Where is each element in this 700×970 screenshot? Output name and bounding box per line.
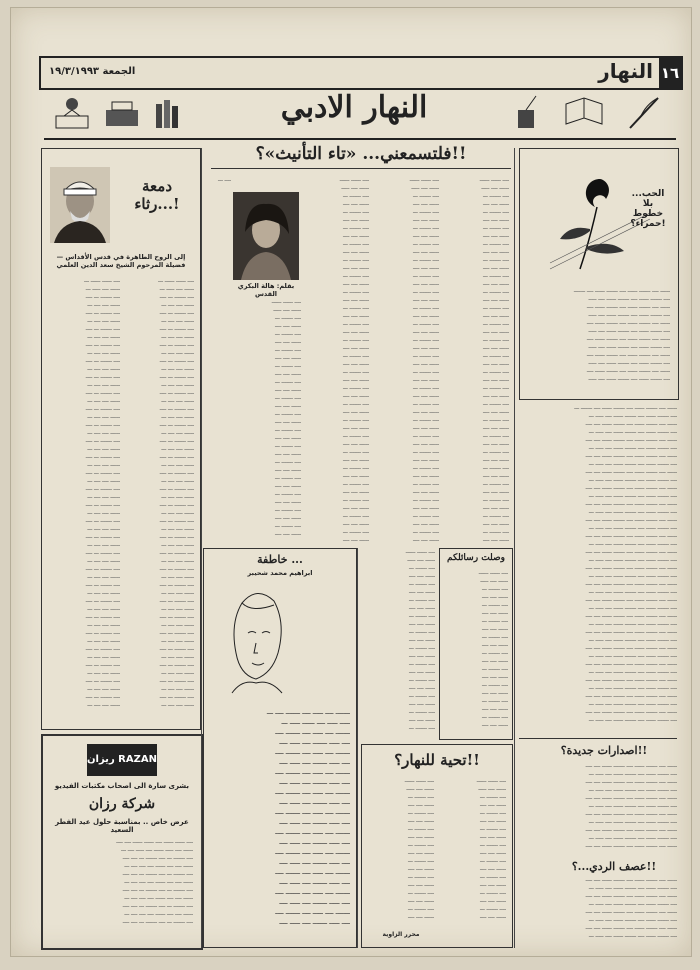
khatifa-box [203, 548, 357, 948]
greeting-title: تحية للنهار؟!! [394, 751, 480, 769]
letters-title: وصلت رسائلكم [446, 553, 505, 563]
woman-sketch [212, 583, 302, 703]
eulogy-subtitle: إلى الروح الطاهرة في قدس الأقداس — فضيلة المرحوم الشيخ سعد الدين العلمي [56, 253, 186, 269]
sheikh-photo [50, 167, 110, 243]
greeting-signature: محرر الزاوية [382, 931, 420, 938]
article-col-4: ــــ ــــــ ــــــ ــــــ ــــ ـــــ ــــ ـــــــ ـــ ــــــ ــــ ــــ ــــ ـــــــ ـــ ــــــ ــــ ــــ ــــ ـــــــ ـــ ــــــ ــــ ــــ ــــ ـــــــ ـــ ــــــ ــــ ــــ ــــ ـــــــ ـــ ــــــ ــــ ــــ ــــ ـــــــ ـــ ــــــ ــــ ــــ ــــ ـــــــ ـــ ــــــ ــــ ــــ ــــ ـــــــ ـــ ــــــ ــــ ــــ ــــ ـــــــ ـــ ــــــ ــــ ــــ ــــ ـــــــ ـــ ــــــ ــــ ــــ ــــ ـــــــ ـــ ــــــ ــــ ــــ ــــ ـــــــ ـــ ــــــ ــــ ــــ ــــ ـــــــ ـــ ــــــ ــــ ــــ ــــ ـــــــ ـــ ــــــ ــــ ــــ [271, 299, 301, 537]
ink-pot-icon [506, 94, 546, 132]
reply-text: ــــــ ــــ ـــــــ ــــــ ــــ ـــــــ ــــــ ــــ ــــ ــــ ـــــــ ــــــ ــــ ـــــــ ــــــ ــــ ـــــ ـــ ــــــ ــــ ـــــــ ــــــ ــــ ـــــــ ــــــ ــــ ــــ ــــ ـــــــ ــــــ ــــ ـــــــ ــــــ ــــ ـــــ ـــ ــــــ ــــ ـــــــ ــــــ ــــ ـــــــ ــــــ ــــ ــــ ــــ ـــــــ ــــــ ــــ ـــــــ ــــــ ــــ ـــــ ـــ ــــــ ــــ ـــــــ ــــــ ــــ ـــــــ ــــــ ــــ ــــ ــــ ـــــــ ــــــ ــــ ـــــــ ــــــ ــــ ـــــ ـــ [585, 877, 677, 939]
open-book-icon [564, 94, 604, 132]
main-headline: فلتسمعني... «تاء التأنيث»؟!! [255, 144, 467, 164]
books-icon [152, 94, 192, 132]
sheikh-portrait [50, 167, 110, 243]
eulogy-title: دمعة رثاء...! [134, 177, 180, 213]
author-byline: بقلم: هالة البكري القدس [237, 282, 295, 298]
writer-icon [52, 94, 92, 132]
letters-col-left: ــــ ــــــ ــــــ ــــــ ــــ ـــــ ــــ ـــــــ ـــ ــــــ ــــ ــــ ــــ ـــــــ ـــ ــــــ ــــ ــــ ــــ ـــــــ ـــ ــــــ ــــ ــــ ــــ ـــــــ ـــ ــــــ ــــ ــــ ــــ ـــــــ ـــ ــــــ ــــ ــــ ــــ ـــــــ ـــ ــــــ ــــ ــــ ــــ ـــــــ ـــ ــــــ ــــ ــــ ــــ ـــــــ ـــ ــــــ ــــ ــــ ــــ ـــــــ ـــ ــــــ ــــ ــــ ــــ ـــــــ ـــ ــــــ ــــ ــــ ــــ ـــــــ ـــ [405, 549, 435, 731]
eulogy-text-right: ــــ ــــــ ــــــ ـــ ــــــ ــــ ـــــ ـــ ــــ ـــــــ ـــ ــــ ــــــ ــــ ــــ ـــ ــــ ـــــــ ـــ ــــ ــــــ ــــ ــــ ـــ ــــ ـــــــ ـــ ــــ ــــــ ــــ ــــ ـــ ــــ ـــــــ ـــ ــــ ــــــ ــــ ــــ ـــ ــــ ـــــــ ـــ ــــ ــــــ ــــ ــــ ـــ ــــ ـــــــ ـــ ــــ ــــــ ــــ ــــ ـــ ــــ ـــــــ ـــ ــــ ــــــ ــــ ــــ ـــ ــــ ـــــــ ـــ ــــ ــــــ ــــ ــــ ـــ ــــ ـــــــ ـــ ــــ ــــــ ــــ ــــ ـــ ــــ ـــــــ ـــ ــــ ــــــ ــــ ــــ ـــ ــــ ـــــــ ـــ ــــ ــــــ ــــ ــــ ـــ ــــ ـــــــ ـــ ــــ ــــــ ــــ ــــ ـــ ــــ ـــــــ ـــ ــــ ــــــ ــــ ــــ ـــ ــــ ـــــــ ـــ ــــ ــــــ ــــ ــــ ـــ ــــ ـــــــ ـــ ــــ ــــــ ــــ ــــ ـــ ــــ ـــــــ ـــ ــــ ــــــ ــــ ــــ ـــ ــــ ـــــــ ـــ ــــ ــــــ ــــ ــــ ـــ ــــ ـــــــ ـــ ــــ ــــــ ــــ ــــ ـــ ــــ ـــــــ ـــ ــــ ــــــ ــــ ــــ ـــ ــــ ـــــــ ـــ ــــ ــــــ ــــ ــــ ـــ ــــ ـــــــ ـــ ــــ ــــــ ــــ ــــ ـــ ــــ ـــــــ ـــ ــــ ــــــ ــــ ــــ ـــ ــــ ـــــــ ـــ ــــ ــــــ ــــ ــــ ـــ ــــ ـــــــ ـــ ــــ ــــــ ــــ ــــ ـــ ــــ ـــــــ ـــ ــــ ــــــ ــــ ــــ ـــ ــــ ـــــــ ـــ ــــ ــــــ ــــ ــــ ـــ [158, 278, 194, 708]
article-col-2: ــــ ــــــ ــــــ ــــــ ــــ ـــــ ــــ ـــــــ ـــ ــــــ ــــ ــــ ــــ ـــــــ ـــ ــــــ ــــ ــــ ــــ ـــــــ ـــ ــــــ ــــ ــــ ــــ ـــــــ ـــ ــــــ ــــ ــــ ــــ ـــــــ ـــ ــــــ ــــ ــــ ــــ ـــــــ ـــ ــــــ ــــ ــــ ــــ ـــــــ ـــ ــــــ ــــ ــــ ــــ ـــــــ ـــ ــــــ ــــ ــــ ــــ ـــــــ ـــ ــــــ ــــ ــــ ــــ ـــــــ ـــ ــــــ ــــ ــــ ــــ ـــــــ ـــ ــــــ ــــ ــــ ــــ ـــــــ ـــ ــــــ ــــ ــــ ــــ ـــــــ ـــ ــــــ ــــ ــــ ــــ ـــــــ ـــ ــــــ ــــ ــــ ــــ ـــــــ ـــ ــــــ ــــ ــــ ــــ ـــــــ ـــ ــــــ ــــ ــــ ــــ ـــــــ ـــ ــــــ ــــ ــــ ــــ ـــــــ ـــ ــــــ ــــ ــــ ــــ ـــــــ ـــ ــــــ ــــ ــــ ــــ ـــــــ ـــ ــــــ ــــ ــــ ــــ ـــــــ ـــ ــــــ ــــ ــــ ــــ ـــــــ ـــ ــــــ ــــ ــــ [409, 177, 439, 543]
ad-box [41, 734, 203, 950]
khatifa-title: خاطفة ... [257, 553, 303, 566]
ad-line1: بشرى سارة الى اصحاب مكتبات الفيديو [54, 782, 190, 790]
ad-brand-logo: ريزان RAZAN [87, 744, 157, 776]
page-number: ١٦ [659, 58, 681, 88]
eulogy-box [41, 148, 201, 730]
newspaper-page [10, 7, 692, 957]
letters-text: ــــ ــــــ ــــــ ــــــ ــــ ـــــ ــــ ـــــــ ـــ ــــــ ــــ ــــ ــــ ـــــــ ـــ ــــــ ــــ ــــ ــــ ـــــــ ـــ ــــــ ــــ ــــ ــــ ـــــــ ـــ ــــــ ــــ ــــ ــــ ـــــــ ـــ ــــــ ــــ ــــ ــــ ـــــــ ـــ ــــــ ــــ ــــ ــــ ـــــــ ـــ ــــــ ــــ ــــ ــــ ـــــــ ـــ ــــــ ــــ ــــ ــــ ـــــــ ـــ ــــــ ــــ ــــ [478, 570, 508, 728]
greeting-box [361, 744, 513, 948]
poem-continuation: ــــــ ــــ ـــــــ ــــــ ــــ ـــــــ ــــــ ــــ ـــــــ ـــ ــــ ـــــــ ــــــ ــــ ـــــــ ــــــ ــــ ـــــ ـــ ــــــ ــــ ـــــــ ــــــ ــــ ـــــــ ــــــ ــــ ــــ ــــ ـــــــ ــــــ ــــ ـــــــ ــــــ ــــ ـــــ ـــ ــــــ ــــ ـــــــ ــــــ ــــ ـــــــ ــــــ ــــ ــــ ــــ ـــــــ ــــــ ــــ ـــــــ ــــــ ــــ ـــــ ـــ ــــــ ــــ ـــــــ ــــــ ــــ ـــــــ ــــــ ــــ ــــ ــــ ـــــــ ــــــ ــــ ـــــــ ــــــ ــــ ـــــ ـــ ــــــ ــــ ـــــــ ــــــ ــــ ـــــــ ــــــ ــــ ــــ ــــ ـــــــ ــــــ ــــ ـــــــ ــــــ ــــ ـــــ ـــ ــــــ ــــ ـــــــ ــــــ ــــ ـــــــ ــــــ ــــ ــــ ــــ ـــــــ ــــــ ــــ ـــــــ ــــــ ــــ ـــــ ـــ ــــــ ــــ ـــــــ ــــــ ــــ ـــــــ ــــــ ــــ ــــ ــــ ـــــــ ــــــ ــــ ـــــــ ــــــ ــــ ـــــ ـــ ــــــ ــــ ـــــــ ــــــ ــــ ـــــــ ــــــ ــــ ــــ ــــ ـــــــ ــــــ ــــ ـــــــ ــــــ ــــ ـــــ ـــ ــــــ ــــ ـــــــ ــــــ ــــ ـــــــ ــــــ ــــ ــــ ــــ ـــــــ ــــــ ــــ ـــــــ ــــــ ــــ ـــــ ـــ ــــــ ــــ ـــــــ ــــــ ــــ ـــــــ ــــــ ــــ ــــ ــــ ـــــــ ــــــ ــــ ـــــــ ــــــ ــــ ـــــ ـــ ــــــ ــــ ـــــــ ــــــ ــــ ـــــــ ــــــ ــــ ــــ ــــ ـــــــ ــــــ ــــ ـــــــ ــــــ ــــ ـــــ ـــ ــــــ ــــ ـــــــ ــــــ ــــ ـــــــ ــــــ ــــ ــــ ــــ ـــــــ ــــــ ــــ ـــــــ ــــــ ــــ ـــــ ـــ ــــــ ــــ ـــــــ ــــــ ــــ ـــــــ ــــــ ــــ ــــ ــــ ـــــــ ــــــ ــــ ـــــــ ــــــ ــــ ـــــ ـــ ــــــ ــــ ـــــــ ــــــ ــــ ـــــــ ــــــ ــــ ــــ ــــ ـــــــ ــــــ ــــ ـــــــ ــــــ ــــ ـــــ ـــ ــــــ ــــ ـــــــ ــــــ ــــ ـــــــ ــــــ ــــ ــــ ــــ ـــــــ ــــــ ــــ ـــــــ ــــــ ــــ ـــــ ـــ ــــــ ــــ ـــــــ ــــــ ــــ ـــــــ ــــــ ــــ ــــ ــــ ـــــــ ــــــ ــــ ـــــــ ــــــ ــــ ـــــ ـــ ــــــ ــــ ـــــــ ــــــ ــــ ـــــــ ــــــ ــــ ــــ ــــ ـــــــ ــــــ ــــ ـــــــ ــــــ ــــ ـــــ ـــ ــــــ ــــ ـــــــ ــــــ ــــ ـــــــ ــــــ ــــ ــــ ــــ ـــــــ ــــــ ــــ ـــــــ ــــــ ــــ ـــــ ـــ ــــــ ــــ ـــــــ ــــــ ــــ ـــــــ ــــــ ــــ ــــ ــــ ـــــــ ــــــ ــــ ـــــــ ــــــ ــــ ـــــ ـــ ــــــ ــــ ـــــــ ــــــ ــــ ـــــــ ــــــ ــــ ــــ ــــ ـــــــ ــــــ ــــ ـــــــ ــــــ ــــ ـــــ ـــ [574, 405, 677, 723]
issue-date: الجمعة ١٩/٣/١٩٩٣ [49, 66, 136, 77]
poem-title: الحب... بلا خطوط حمراء؟! [630, 189, 666, 229]
khatifa-author: ابراهيم محمد شحيبر [247, 569, 313, 577]
ad-company: شركة رزان [88, 796, 156, 812]
poem-text: ــــــ ــــ ـــــــ ــــــ ــــ ـــــــ ــــــ ــــ ـــــــ ــــ ـــــــ ــــــ ــــ ـــــــ ــــــ ــــ ـــــ ــــــ ــــ ـــــــ ــــــ ــــ ـــــــ ــــــ ــــ ــــ ـــــــ ــــــ ــــ ـــــــ ــــــ ــــ ـــــ ــــــ ــــ ـــــــ ــــــ ــــ ـــــــ ــــــ ــــ ــــ ـــــــ ــــــ ــــ ـــــــ ــــــ ــــ ـــــ ــــــ ــــ ـــــــ ــــــ ــــ ـــــــ ــــــ ــــ ــــ ـــــــ ــــــ ــــ ـــــــ ــــــ ــــ ـــــ ــــــ ــــ ـــــــ ــــــ ــــ ـــــــ ــــــ ــــ ــــ ـــــــ ــــــ ــــ ـــــــ ــــــ ــــ ـــــ ــــــ ــــ ـــــــ ــــــ ــــ ـــــــ ــــــ ــــ ــــ ـــــــ ــــــ ــــ ـــــــ ــــــ ــــ ـــــ [573, 288, 670, 382]
author-portrait [233, 192, 299, 280]
greeting-text-left: ــــ ــــــ ــــــ ــــــ ــــ ـــــ ــــ ـــــــ ـــ ــــــ ــــ ــــ ــــ ـــــــ ـــ ــــــ ــــ ــــ ــــ ـــــــ ـــ ــــــ ــــ ــــ ــــ ـــــــ ـــ ــــــ ــــ ــــ ــــ ـــــــ ـــ ــــــ ــــ ــــ ــــ ـــــــ ـــ ــــــ ــــ ــــ ــــ ـــــــ ـــ ــــــ ــــ ــــ ــــ ـــــــ ـــ ــــــ ــــ ــــ [404, 778, 434, 920]
publications-text: ــــــ ــــ ـــــــ ــــــ ــــ ـــــــ ــــــ ــــ ــــ ــــ ـــــــ ــــــ ــــ ـــــــ ــــــ ــــ ـــــ ـــ ــــــ ــــ ـــــــ ــــــ ــــ ـــــــ ــــــ ــــ ــــ ــــ ـــــــ ــــــ ــــ ـــــــ ــــــ ــــ ـــــ ـــ ــــــ ــــ ـــــــ ــــــ ــــ ـــــــ ــــــ ــــ ــــ ــــ ـــــــ ــــــ ــــ ـــــــ ــــــ ــــ ـــــ ـــ ــــــ ــــ ـــــــ ــــــ ــــ ـــــــ ــــــ ــــ ــــ ــــ ـــــــ ــــــ ــــ ـــــــ ــــــ ــــ ـــــ ـــ ــــــ ــــ ـــــــ ــــــ ــــ ـــــــ ــــــ ــــ ــــ ــــ ـــــــ ــــــ ــــ ـــــــ ــــــ ــــ ـــــ ـــ ــــــ ــــ ـــــــ ــــــ ــــ ـــــــ ــــــ ــــ ــــ [585, 763, 677, 849]
typewriter-icon [102, 94, 142, 132]
masthead: النهار [598, 59, 653, 83]
publications-title: اصدارات جديدة؟!! [560, 744, 648, 757]
ad-offer: عرض خاص .. بمناسبة حلول عيد الفطر السعيد [55, 818, 189, 834]
author-photo [233, 192, 299, 280]
khatifa-text: ـــــــ ــــ ـــــ ــــ ـــــــ ــــ ـــ ـــــ ـــــ ــــ ــــــ ـــــ ـــ ـــــــ ــــ ـــــ ــــ ـــــــ ــــ ــــ ـــــ ـــــــ ــــ ـــــ ــــ ـــــــ ــــ ـــــ ــــ ـــــــ ــــ ــــ ـــــ ـــــــ ــــ ـــــ ــــ ـــــــ ــــ ـــــ ــــ ـــــــ ــــ ــــ ـــــ ـــــــ ــــ ـــــ ــــ ـــــــ ــــ ـــــ ــــ ـــــــ ــــ ــــ ـــــ ـــــــ ــــ ـــــ ــــ ـــــــ ــــ ـــــ ــــ ـــــــ ــــ ــــ ـــــ ـــــــ ــــ ـــــ ــــ ـــــــ ــــ ـــــ ــــ ـــــــ ــــ ــــ ـــــ ـــــــ ــــ ـــــ ــــ ـــــــ ــــ ـــــ ــــ ـــــــ ــــ ــــ ـــــ ـــــــ ــــ ـــــ ــــ ـــــــ ــــ ـــــ ــــ ـــــــ ــــ ــــ ـــــ ـــــــ ــــ ـــــ ــــ ـــــــ ــــ ـــــ ــــ ـــــــ ــــ ــــ ـــــ ـــــــ ــــ ـــــ ــــ ـــــــ ــــ ـــــ ــــ ـــــــ ــــ ــــ ـــــ ـــــــ ــــ ـــــ ــــ [266, 708, 350, 926]
section-banner [44, 90, 676, 140]
quill-icon [624, 94, 664, 132]
reply-title: عصف الردي...؟!! [571, 860, 657, 873]
eulogy-text-left: ــــ ــــــ ــــــ ـــ ــــــ ــــ ـــــ ـــ ــــ ـــــــ ـــ ــــ ــــــ ــــ ــــ ـــ ــــ ـــــــ ـــ ــــ ــــــ ــــ ــــ ـــ ــــ ـــــــ ـــ ــــ ــــــ ــــ ــــ ـــ ــــ ـــــــ ـــ ــــ ــــــ ــــ ــــ ـــ ــــ ـــــــ ـــ ــــ ــــــ ــــ ــــ ـــ ــــ ـــــــ ـــ ــــ ــــــ ــــ ــــ ـــ ــــ ـــــــ ـــ ــــ ــــــ ــــ ــــ ـــ ــــ ـــــــ ـــ ــــ ــــــ ــــ ــــ ـــ ــــ ـــــــ ـــ ــــ ــــــ ــــ ــــ ـــ ــــ ـــــــ ـــ ــــ ــــــ ــــ ــــ ـــ ــــ ـــــــ ـــ ــــ ــــــ ــــ ــــ ـــ ــــ ـــــــ ـــ ــــ ــــــ ــــ ــــ ـــ ــــ ـــــــ ـــ ــــ ــــــ ــــ ــــ ـــ ــــ ـــــــ ـــ ــــ ــــــ ــــ ــــ ـــ ــــ ـــــــ ـــ ــــ ــــــ ــــ ــــ ـــ ــــ ـــــــ ـــ ــــ ــــــ ــــ ــــ ـــ ــــ ـــــــ ـــ ــــ ــــــ ــــ ــــ ـــ ــــ ـــــــ ـــ ــــ ــــــ ــــ ــــ ـــ ــــ ـــــــ ـــ ــــ ــــــ ــــ ــــ ـــ ــــ ـــــــ ـــ ــــ ــــــ ــــ ــــ ـــ ــــ ـــــــ ـــ ــــ ــــــ ــــ ــــ ـــ ــــ ـــــــ ـــ ــــ ــــــ ــــ ــــ ـــ ــــ ـــــــ ـــ ــــ ــــــ ــــ ــــ ـــ ــــ ـــــــ ـــ ــــ ــــــ ــــ ــــ ـــ ــــ ـــــــ ـــ ــــ ــــــ ــــ ــــ ـــ ــــ ـــــــ ـــ ــــ ــــــ ــــ ــــ ـــ [84, 278, 120, 708]
article-col-5: ــــ ـــ [217, 177, 231, 183]
letters-box [439, 548, 513, 740]
greeting-text-right: ــــ ــــــ ــــــ ــــــ ــــ ـــــ ــــ ـــــــ ـــ ــــــ ــــ ــــ ــــ ـــــــ ـــ ــــــ ــــ ــــ ــــ ـــــــ ـــ ــــــ ــــ ــــ ــــ ـــــــ ـــ ــــــ ــــ ــــ ــــ ـــــــ ـــ ــــــ ــــ ــــ ــــ ـــــــ ـــ ــــــ ــــ ــــ ــــ ـــــــ ـــ ــــــ ــــ ــــ ــــ ـــــــ ـــ ــــــ ــــ ــــ [476, 778, 506, 920]
poem-box [519, 148, 679, 400]
page-header [39, 56, 683, 90]
section-title: النهار الادبي [280, 90, 428, 125]
article-col-1: ــــ ــــــ ــــــ ــــــ ــــ ـــــ ــــ ـــــــ ـــ ــــــ ــــ ــــ ــــ ـــــــ ـــ ــــــ ــــ ــــ ــــ ـــــــ ـــ ــــــ ــــ ــــ ــــ ـــــــ ـــ ــــــ ــــ ــــ ــــ ـــــــ ـــ ــــــ ــــ ــــ ــــ ـــــــ ـــ ــــــ ــــ ــــ ــــ ـــــــ ـــ ــــــ ــــ ــــ ــــ ـــــــ ـــ ــــــ ــــ ــــ ــــ ـــــــ ـــ ــــــ ــــ ــــ ــــ ـــــــ ـــ ــــــ ــــ ــــ ــــ ـــــــ ـــ ــــــ ــــ ــــ ــــ ـــــــ ـــ ــــــ ــــ ــــ ــــ ـــــــ ـــ ــــــ ــــ ــــ ــــ ـــــــ ـــ ــــــ ــــ ــــ ــــ ـــــــ ـــ ــــــ ــــ ــــ ــــ ـــــــ ـــ ــــــ ــــ ــــ ــــ ـــــــ ـــ ــــــ ــــ ــــ ــــ ـــــــ ـــ ــــــ ــــ ــــ ــــ ـــــــ ـــ ــــــ ــــ ــــ ــــ ـــــــ ـــ ــــــ ــــ ــــ ــــ ـــــــ ـــ ــــــ ــــ ــــ ــــ ـــــــ ـــ ــــــ ــــ ــــ [479, 177, 509, 543]
article-col-3: ــــ ــــــ ــــــ ــــــ ــــ ـــــ ــــ ـــــــ ـــ ــــــ ــــ ــــ ــــ ـــــــ ـــ ــــــ ــــ ــــ ــــ ـــــــ ـــ ــــــ ــــ ــــ ــــ ـــــــ ـــ ــــــ ــــ ــــ ــــ ـــــــ ـــ ــــــ ــــ ــــ ــــ ـــــــ ـــ ــــــ ــــ ــــ ــــ ـــــــ ـــ ــــــ ــــ ــــ ــــ ـــــــ ـــ ــــــ ــــ ــــ ــــ ـــــــ ـــ ــــــ ــــ ــــ ــــ ـــــــ ـــ ــــــ ــــ ــــ ــــ ـــــــ ـــ ــــــ ــــ ــــ ــــ ـــــــ ـــ ــــــ ــــ ــــ ــــ ـــــــ ـــ ــــــ ــــ ــــ ــــ ـــــــ ـــ ــــــ ــــ ــــ ــــ ـــــــ ـــ ــــــ ــــ ــــ ــــ ـــــــ ـــ ــــــ ــــ ــــ ــــ ـــــــ ـــ ــــــ ــــ ــــ ــــ ـــــــ ـــ ــــــ ــــ ــــ ــــ ـــــــ ـــ ــــــ ــــ ــــ ــــ ـــــــ ـــ ــــــ ــــ ــــ ــــ ـــــــ ـــ ــــــ ــــ ــــ ــــ ـــــــ ـــ ــــــ ــــ ــــ [339, 177, 369, 543]
ad-details: ــــ ــــــ ــــــ ــــ ــــــ ــــــ ــــ ــــ ــــــ ــــ ـــــ ــــــ ــــ ـــــ ــــ ـــ ــــ ـــــــ ـــ ــــ ـــــــ ـــ ــــ ــــ ــــــ ــــ ــــ ــــــ ــــ ــــ ــــ ـــ ــــ ـــــــ ـــ ــــ ـــــــ ـــ ــــ ــــ ــــــ ــــ ــــ ــــــ ــــ ــــ ــــ ـــ ــــ ـــــــ ـــ ــــ ـــــــ ـــ ــــ ــــ ــــــ ــــ ــــ ــــــ ــــ ــــ ــــ ـــ ــــ ـــــــ ـــ ــــ ـــــــ ـــ ــــ ــــ ــــــ ــــ ــــ ــــــ ــــ ــــ ــــ ـــ ــــ ـــــــ ـــ ــــ ـــــــ ـــ ــــ ــــ [116, 839, 193, 925]
